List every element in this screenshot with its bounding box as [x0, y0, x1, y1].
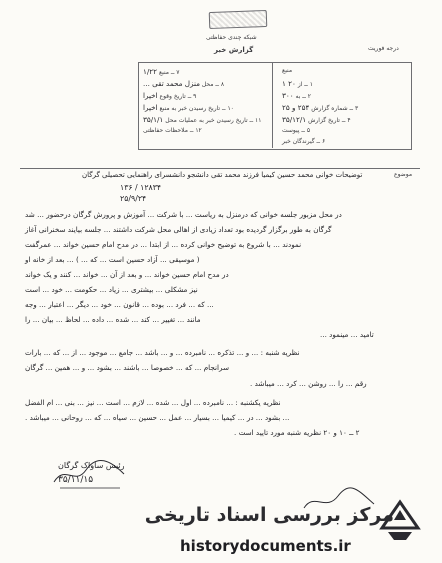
section2-line-2: سرانجام ... که ... خصوصا ... باشند ... بشود ... و ... همین ... گرگان	[25, 363, 230, 372]
reference-number: ۱۲۸۳۴ / ۱۳۶	[120, 183, 162, 192]
right-field-source: منبع	[282, 67, 293, 74]
subject-text: توضیحات خوانی محمد حسین کیمیا فرزند محمد تقی دانشجو دانشسرای راهنمایی تحصیلی گرگان	[82, 171, 363, 179]
body-line-4: ( موسیقی ... آزاد حسین است ... که ... ) ... بعد از خانه او	[25, 255, 200, 264]
signature-scribble	[50, 452, 130, 492]
agency-line: شبکه چندی حفاظتی	[206, 34, 257, 41]
section3-line-1: نظریه یکشنبه : ... نامبرده ... اول ... شده ... لازم ... است ... نیز ... بنی ... ام الفضل	[25, 398, 281, 407]
subject-label: موضوع	[394, 171, 413, 178]
left-field-3: ۹ ــ تاریخ وقوع اخیرا	[143, 91, 197, 100]
section2-line-1: نظریه شنبه : ... و ... تذکره ... نامبرده ... و ... باشد ... جامع ... موجود ... از ... که ... بارات	[25, 348, 300, 357]
body-line-8: مانند ... تغییر ... کند ... شده ... داده ... لحاظ ... بیان ... را	[25, 315, 201, 324]
body-line-3: نمودند ... با شروع به توضیح خوانی کرده ... از ابتدا ... در مدح امام حسین خواند ... عمرگفت	[25, 240, 302, 249]
body-line-9: تامید ... مینمود ...	[320, 330, 374, 339]
reference-date: ۲۵/۹/۲۴	[120, 194, 147, 203]
body-line-5: در مدح امام حسین خواند ... و بعد از آن ... خواند ... کنند و یک خواند	[25, 270, 229, 279]
right-field-6: ۶ ــ گیرندگان خبر	[282, 138, 326, 145]
archive-watermark: مرکز بررسی اسناد تاریخی	[144, 504, 394, 526]
report-title: گزارش خبر	[214, 46, 254, 54]
archive-url: historydocuments.ir	[180, 537, 351, 555]
body-line-7: ... که ... فرد ... بوده ... قانون ... خود ... دیگر ... اعتبار ... وجه	[25, 300, 214, 309]
classification-stamp	[209, 10, 268, 29]
right-field-1: ۱ ــ از ۲۰ ۱	[282, 79, 313, 88]
right-field-3: ۳ ــ شماره گزارش ۲۵۴ و ۲۵	[282, 103, 359, 112]
left-field-2: ۸ ــ محل منزل محمد تقی ...	[143, 79, 225, 88]
right-field-4: ۴ ــ تاریخ گزارش ۳۵/۱۲/۱	[282, 115, 351, 124]
body-line-1: در محل مزبور جلسه خوانی که درمنزل به ریاست ... با شرکت ... آموزش و پرورش گرگان درحضور ... شد	[25, 210, 342, 219]
signature-name: رئیس ساواک گرگان	[58, 461, 125, 470]
body-line-6: نیز مشکلی ... بیشتری ... زیاد ... حکومت ... خود ... است	[25, 285, 198, 294]
section3-line-2: ... بشود ... در ... کیمیا ... بسیار ... عمل ... حسین ... سیاه ... که ... روحانی ... میباشد .	[25, 413, 290, 422]
signature-date: ۳۵/۱۱/۱۵	[58, 475, 94, 485]
priority-label: درجه فوریت	[368, 45, 399, 52]
left-field-5: ۱۱ ــ تاریخ رسیدن خبر به عملیات محل ۳۵/۱/۱	[143, 115, 262, 124]
left-field-6: ۱۲ ــ ملاحظات حفاظتی	[143, 127, 202, 134]
left-field-4: ۱۰ ــ تاریخ رسیدن خبر به منبع اخیرا	[143, 103, 234, 112]
subject-rule	[20, 168, 420, 169]
right-field-5: ۵ ــ پیوست	[282, 127, 311, 134]
section3-line-3: ۲ ــ ۱۰ و ۲۰ نظریه شنبه مورد تایید است .	[234, 428, 360, 437]
header-divider	[272, 62, 273, 148]
body-line-2: گرگان به طور برگزار گردیده بود تعداد زیادی از اهالی محل شرکت داشتند ... جلسه بیایند سخنرانی آغاز	[25, 225, 332, 234]
section2-line-3: رقم ... را ... روشن ... کرد ... میباشد .	[250, 379, 367, 388]
left-field-1: ۷ ــ منبع ۱/۲۲	[143, 67, 180, 76]
right-field-2: ۲ ــ به ۳۰۰	[282, 91, 311, 100]
